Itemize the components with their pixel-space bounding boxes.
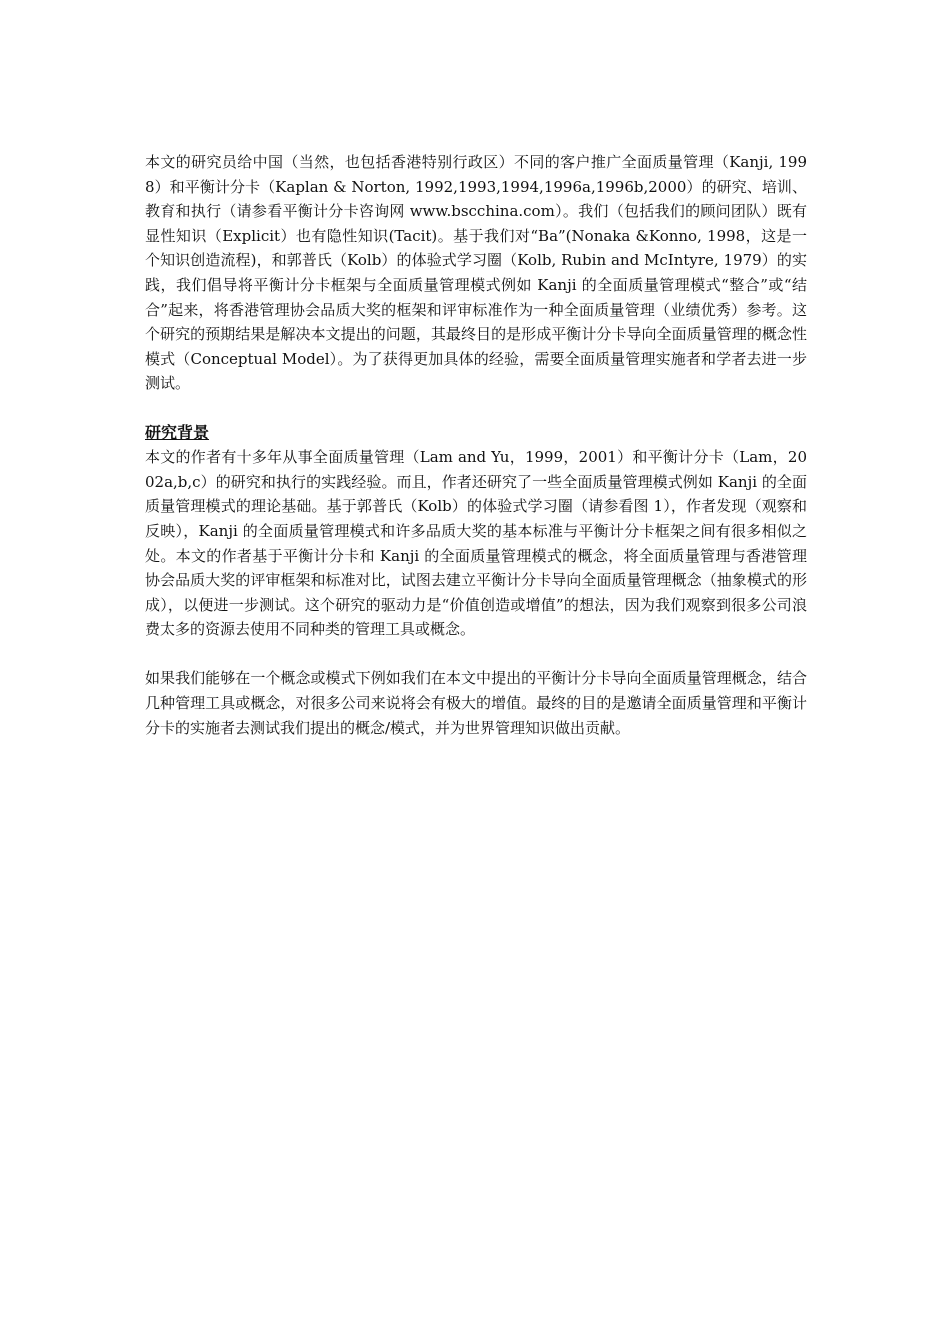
section-heading: 研究背景 (145, 422, 210, 442)
closing-paragraph: 如果我们能够在一个概念或模式下例如我们在本文中提出的平衡计分卡导向全面质量管理概念，结合几种管理工具或概念，对很多公司来说将会有极大的增值。最终的目的是邀请全面质量管理和平衡计分卡的实施者去测试我们提出的概念/模式，并为世界管理知识做出贡献。 (145, 669, 807, 737)
intro-paragraph: 本文的研究员给中国（当然，也包括香港特别行政区）不同的客户推广全面质量管理（Kanji, 1998）和平衡计分卡（Kaplan & Norton, 1992,1993,1994,1996a,1996b,2000）的研究、培训、教育和执行（请参看平衡计分卡咨询网 www.bscchina.com）。我们（包括我们的顾问团队）既有显性知识（Explicit）也有隐性知识(Tacit)。基于我们对“Ba”(Nonaka &Konno, 1998，这是一个知识创造流程)，和郭普氏（Kolb）的体验式学习圈（Kolb, Rubin and McIntyre, 1979）的实践，我们倡导将平衡计分卡框架与全面质量管理模式例如 Kanji 的全面质量管理模式“整合”或“结合”起来，将香港管理协会品质大奖的框架和评审标准作为一种全面质量管理（业绩优秀）参考。这个研究的预期结果是解决本文提出的问题，其最终目的是形成平衡计分卡导向全面质量管理的概念性模式（Conceptual Model）。为了获得更加具体的经验，需要全面质量管理实施者和学者去进一步测试。 (145, 153, 807, 393)
paragraph-spacer (145, 642, 807, 667)
background-paragraph: 本文的作者有十多年从事全面质量管理（Lam and Yu，1999，2001）和平衡计分卡（Lam，2002a,b,c）的研究和执行的实践经验。而且，作者还研究了一些全面质量管理模式例如 Kanji 的全面质量管理模式的理论基础。基于郭普氏（Kolb）的体验式学习圈（请参看图 1），作者发现（观察和反映），Kanji 的全面质量管理模式和许多品质大奖的基本标准与平衡计分卡框架之间有很多相似之处。本文的作者基于平衡计分卡和 Kanji 的全面质量管理模式的概念，将全面质量管理与香港管理协会品质大奖的评审框架和标准对比，试图去建立平衡计分卡导向全面质量管理概念（抽象模式的形成），以便进一步测试。这个研究的驱动力是“价值创造或增值”的想法，因为我们观察到很多公司浪费太多的资源去使用不同种类的管理工具或概念。 (145, 448, 807, 639)
paragraph-spacer (145, 396, 807, 421)
document-page (145, 150, 807, 740)
